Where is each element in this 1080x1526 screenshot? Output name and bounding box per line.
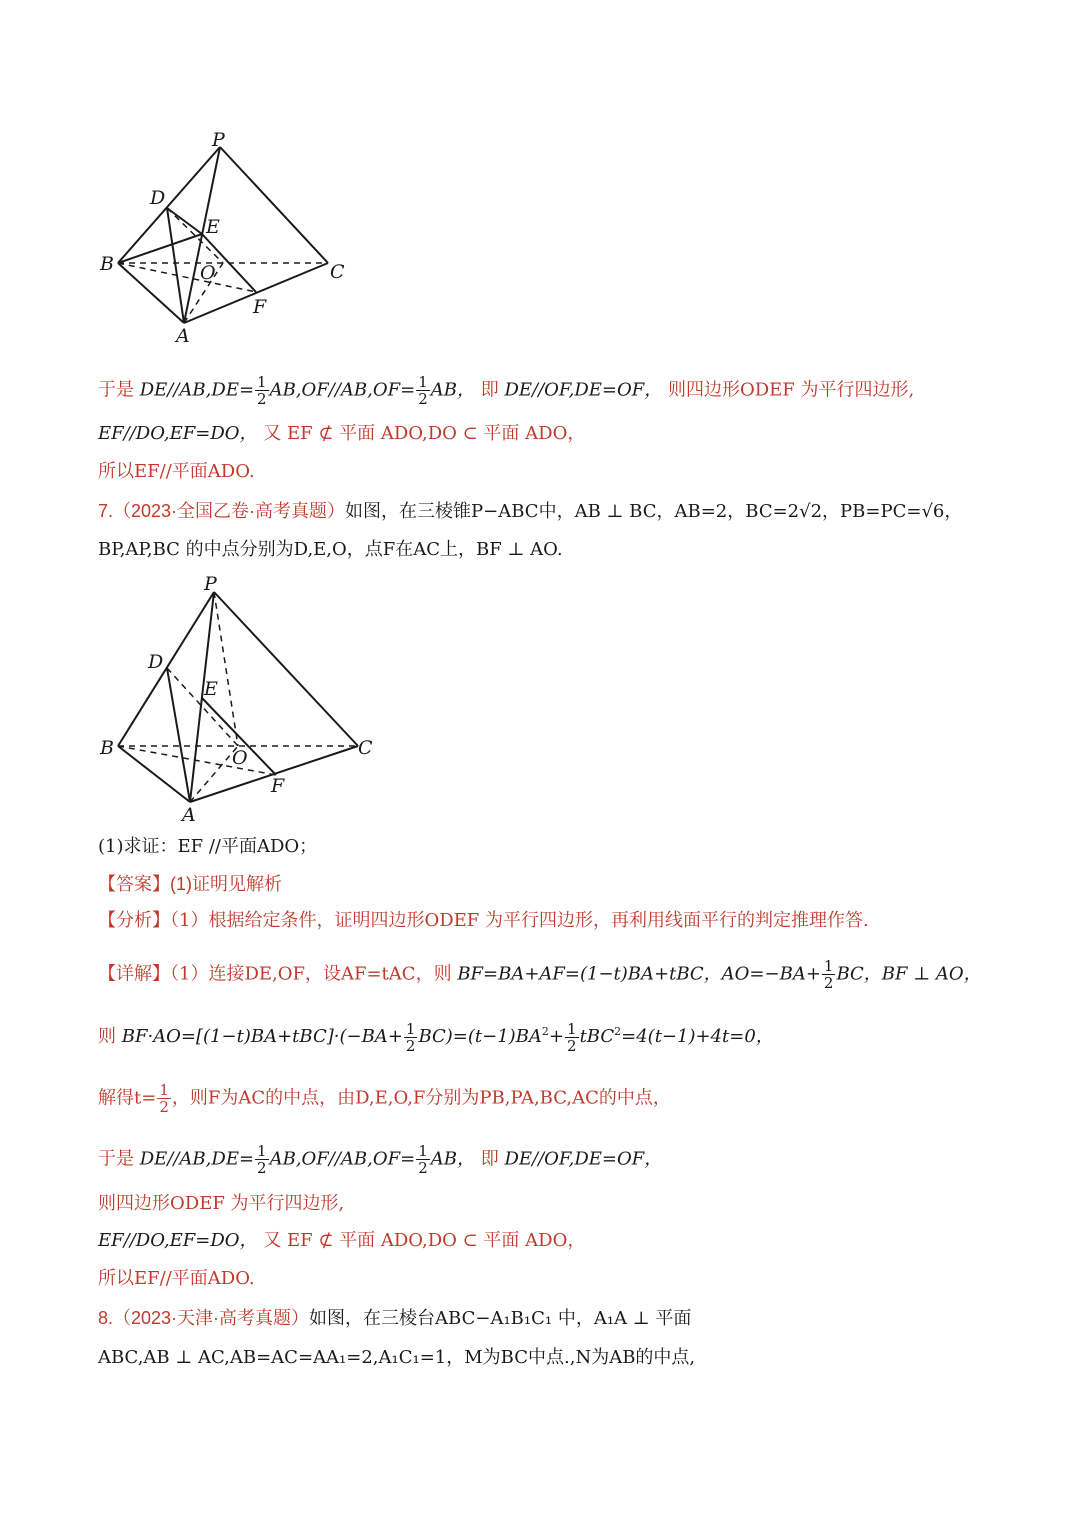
math: AB， [430,379,475,401]
block1-line1 [98,374,914,407]
vertex-label-a: A [182,804,196,826]
fraction-half: $\frac{1}{2}$ [257,373,267,408]
detail-line4 [98,1143,662,1176]
text: 解得t= [98,1087,157,1109]
math: AB,OF//AB,OF= [269,1148,416,1170]
vertex-label-b: B [100,737,114,759]
math: EF ⊄ 平面 ADO,DO ⊂ 平面 ADO， [286,423,586,444]
vertex-label-p: P [204,573,217,595]
detail-line7: 所以EF//平面ADO. [98,1268,255,1289]
pyramid-figure-problem7 [90,570,390,830]
text: 又 [263,1230,282,1251]
detail-line2: 则 BF·AO=[(1−t)BA+tBC]·(−BA+ $\frac{1}{2}$ $BC)=(t-1)BA^2+$ $\frac{1}{2}$ tBC$^2$=4(t−1)+4t=0， [98,1019,774,1055]
problem-text: 如图，在三棱锥P−ABC中，AB ⊥ BC，AB=2，BC=2√2，PB=PC=√6， [345,501,963,522]
math: DE//AB,DE= [139,1148,255,1170]
math: DE//AB,DE= [139,379,255,401]
vertex-label-d: D [148,651,164,673]
problem-text: 如图，在三棱台ABC−A₁B₁C₁ 中，A₁A ⊥ 平面 [309,1308,692,1329]
problem-source: （2023·全国乙卷·高考真题） [113,501,346,521]
detail-line1 [98,958,982,991]
fraction-half: $\frac{1}{2}$ [567,1019,577,1055]
analysis-text: （1）根据给定条件，证明四边形ODEF 为平行四边形，再利用线面平行的判定推理作答. [170,910,869,931]
text: 则 [98,1026,116,1047]
block1-line2 [98,422,585,446]
vertex-label-e: E [204,678,218,700]
math: tBC [579,1026,615,1047]
math: BF·AO=[(1−t)BA+tBC]·(−BA+ [121,1026,403,1047]
answer-line: 【答案】(1)证明见解析 [98,874,282,894]
detail-line6 [98,1229,585,1253]
problem7-line1 [98,499,962,524]
math: EF//DO,EF=DO， [98,1230,258,1251]
math: BC，BF ⊥ AO， [836,963,982,985]
vertex-label-o: O [232,747,248,769]
fraction-half: $\frac{1}{2}$ [159,1081,169,1116]
text: 则四边形ODEF 为平行四边形, [667,379,915,401]
fraction-half: $\frac{1}{2}$ [257,1142,267,1177]
math: AB,OF//AB,OF= [269,379,416,401]
text: 即 [480,1148,499,1170]
text: 即 [480,379,499,401]
detail-line3 [98,1082,671,1115]
text: 于是 [98,379,134,401]
math: AB， [430,1148,475,1170]
block1-line3: 所以EF//平面ADO. [98,461,255,482]
problem-number: 7. [98,501,114,521]
problem-number: 8. [98,1308,114,1328]
problem8-line1 [98,1306,691,1331]
vertex-label-d: D [150,187,166,209]
math: DE//OF,DE=OF， [504,379,663,401]
vertex-label-p: P [212,129,225,151]
part1-question: (1)求证：EF //平面ADO； [98,836,318,857]
fraction-half: $\frac{1}{2}$ [405,1019,416,1055]
detail-tag: 【详解】 [98,963,170,985]
vertex-label-o: O [200,262,216,284]
text: 又 [263,423,282,444]
vertex-label-f: F [271,775,285,797]
text: （1）连接DE,OF，设AF=tAC，则 [170,963,452,985]
math: EF ⊄ 平面 ADO,DO ⊂ 平面 ADO， [286,1230,586,1251]
detail-line5: 则四边形ODEF 为平行四边形, [98,1193,345,1214]
fraction-half: $\frac{1}{2}$ [418,373,428,408]
math: =4(t−1)+4t=0， [621,1026,774,1047]
problem7-line2: BP,AP,BC 的中点分别为D,E,O，点F在AC上，BF ⊥ AO. [98,539,563,560]
pyramid-figure-top [90,120,360,350]
analysis-line [98,909,869,933]
analysis-tag: 【分析】 [98,910,170,931]
vertex-label-c: C [358,737,373,759]
vertex-label-f: F [253,296,267,318]
vertex-label-e: E [206,216,220,238]
text: ，则F为AC的中点，由D,E,O,F分别为PB,PA,BC,AC的中点， [171,1087,671,1109]
problem-source: （2023·天津·高考真题） [113,1308,310,1328]
vertex-label-a: A [176,325,190,347]
text: 于是 [98,1148,134,1170]
vertex-label-c: C [330,261,345,283]
math: EF//DO,EF=DO， [98,423,258,444]
fraction-half: $\frac{1}{2}$ [418,1142,428,1177]
vertex-label-b: B [100,253,114,275]
math: BC)=(t−1)BA [418,1026,542,1047]
math: DE//OF,DE=OF， [504,1148,663,1170]
fraction-half: $\frac{1}{2}$ [823,957,834,992]
math: BF=BA+AF=(1−t)BA+tBC，AO=−BA+ [457,963,821,985]
problem8-line2: ABC,AB ⊥ AC,AB=AC=AA₁=2,A₁C₁=1，M为BC中点.,N为AB的中点, [98,1347,696,1368]
